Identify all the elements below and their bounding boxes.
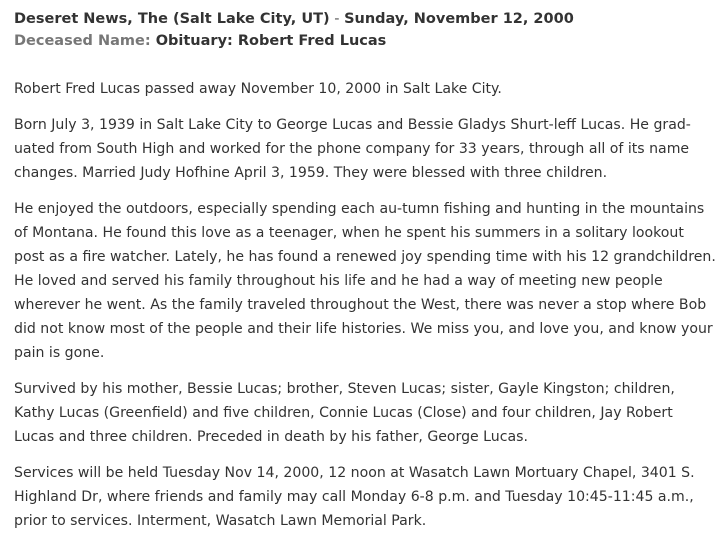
deceased-name-value: Obituary: Robert Fred Lucas (155, 33, 387, 49)
paragraph-death-notice: Robert Fred Lucas passed away November 10, 2000 in Salt Lake City. (14, 81, 502, 97)
obituary-body (14, 77, 717, 533)
deceased-name-label: Deceased Name: (14, 33, 151, 49)
publication-line (14, 8, 717, 30)
paragraph-survivors: Survived by his mother, Bessie Lucas; brother, Steven Lucas; sister, Gayle Kingston; children, Kathy Lucas (Greenfield) and five children, Connie Lucas (Close) and four children, Jay Robert Lucas and three children. Preceded in death by his father, George Lucas. (14, 381, 675, 445)
publication-name: Deseret News, The (Salt Lake City, UT) (14, 11, 330, 27)
deceased-name-line (14, 30, 717, 52)
paragraph-services: Services will be held Tuesday Nov 14, 2000, 12 noon at Wasatch Lawn Mortuary Chapel, 3401 S. Highland Dr, where friends and family may call Monday 6-8 p.m. and Tuesday 10:45-11:45 a.m., prior to services. Interment, Wasatch Lawn Memorial Park. (14, 465, 695, 529)
paragraph-biography: Born July 3, 1939 in Salt Lake City to George Lucas and Bessie Gladys Shurt-leff Lucas. He grad-uated from South High and worked for the phone company for 33 years, through all of its name changes. Married Judy Hofhine April 3, 1959. They were blessed with three children. (14, 117, 691, 181)
publication-date: Sunday, November 12, 2000 (344, 11, 574, 27)
header-separator: - (329, 11, 345, 27)
paragraph-interests: He enjoyed the outdoors, especially spending each au-tumn fishing and hunting in the mountains of Montana. He found this love as a teenager, when he spent his summers in a solitary lookout post as a fire watcher. Lately, he has found a renewed joy spending time with his 12 grandchildren. He loved and served his family throughout his life and he had a way of meeting new people wherever he went. As the family traveled throughout the West, there was never a stop where Bob did not know most of the people and their life histories. We miss you, and love you, and know your pain is gone. (14, 201, 716, 361)
